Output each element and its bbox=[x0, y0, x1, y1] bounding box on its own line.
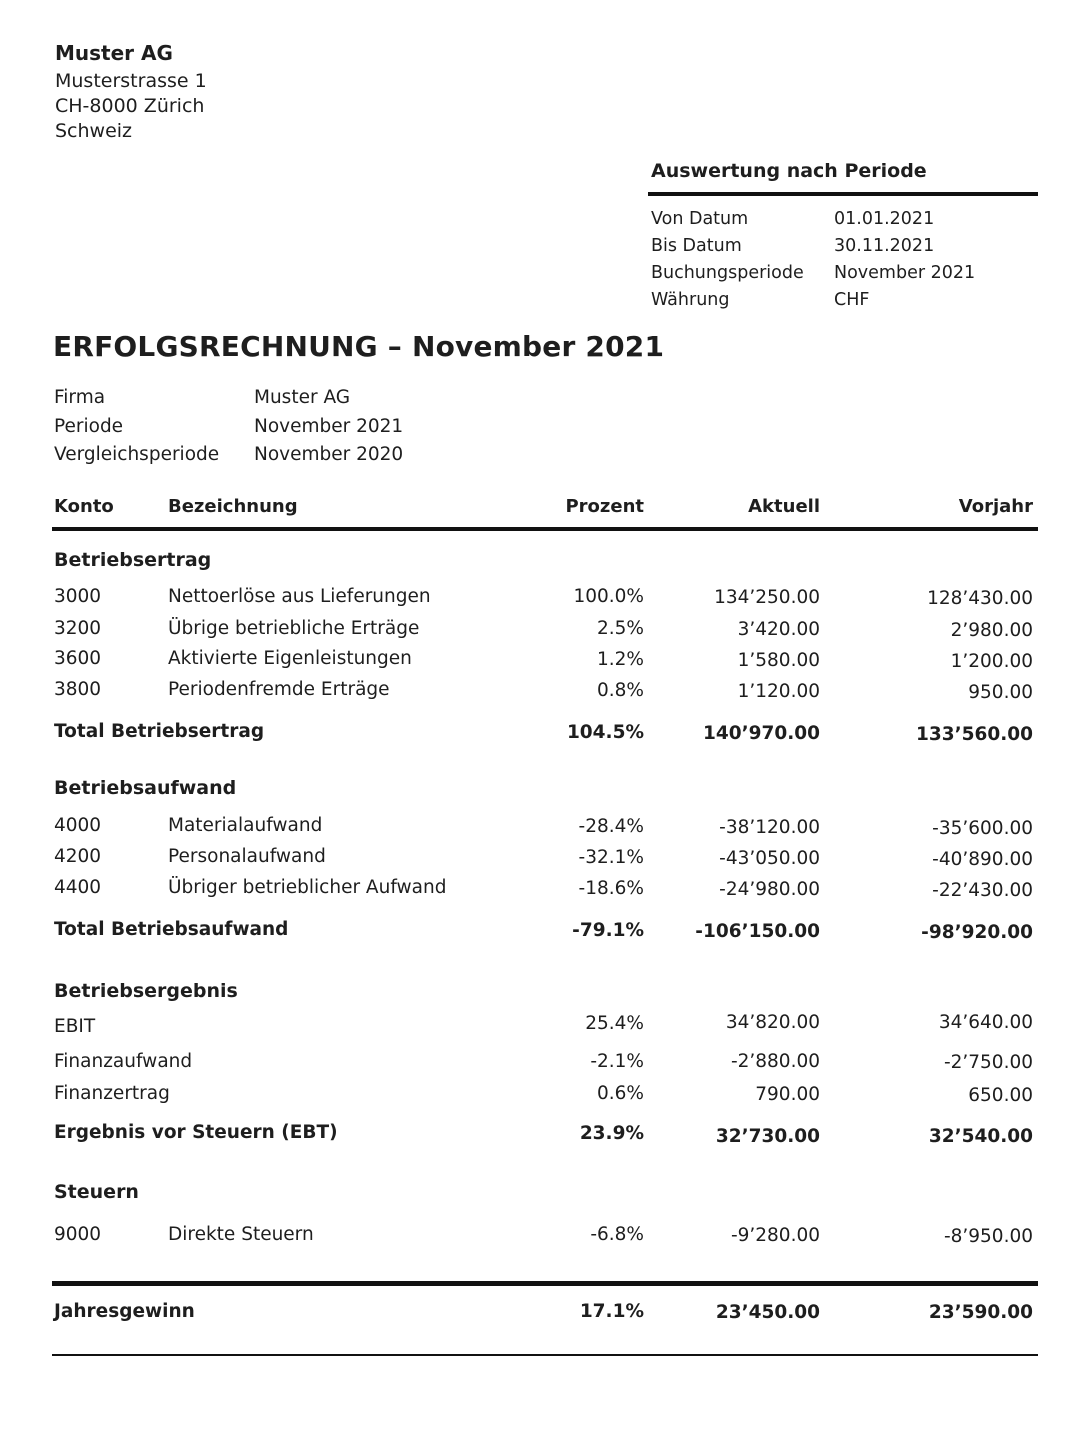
info-box-rule bbox=[648, 192, 1038, 196]
table-cell-vorjahr: 128’430.00 bbox=[927, 588, 1033, 609]
table-cell-vorjahr: 650.00 bbox=[968, 1085, 1033, 1106]
table-cell-prozent: 1.2% bbox=[597, 649, 644, 670]
column-header-aktuell: Aktuell bbox=[748, 496, 820, 517]
table-cell-aktuell: 1’580.00 bbox=[737, 650, 820, 671]
table-cell-prozent: 0.6% bbox=[597, 1083, 644, 1104]
table-cell-vorjahr: 950.00 bbox=[968, 682, 1033, 703]
table-cell-aktuell: 3’420.00 bbox=[737, 619, 820, 640]
info-box-title: Auswertung nach Periode bbox=[651, 160, 927, 182]
total-rule bbox=[52, 1281, 1038, 1286]
table-cell-aktuell: -38’120.00 bbox=[719, 817, 820, 838]
table-cell-vorjahr: -35’600.00 bbox=[932, 818, 1033, 839]
table-cell-aktuell: 1’120.00 bbox=[737, 681, 820, 702]
column-header-konto: Konto bbox=[54, 496, 114, 517]
company-street: Musterstrasse 1 bbox=[55, 70, 207, 92]
total-prozent-ebt: 23.9% bbox=[579, 1123, 644, 1144]
table-cell-bezeichnung: Übriger betrieblicher Aufwand bbox=[168, 877, 447, 898]
info-value-waehrung: CHF bbox=[834, 290, 870, 310]
table-cell-label: Finanzaufwand bbox=[54, 1051, 193, 1072]
jahresgewinn-vorjahr: 23’590.00 bbox=[928, 1302, 1033, 1323]
total-vorjahr-betriebsaufwand: -98’920.00 bbox=[921, 922, 1033, 943]
jahresgewinn-prozent: 17.1% bbox=[579, 1301, 644, 1322]
table-cell-bezeichnung: Nettoerlöse aus Lieferungen bbox=[168, 586, 431, 607]
company-country: Schweiz bbox=[55, 120, 133, 142]
meta-value-vergleichsperiode: November 2020 bbox=[254, 444, 404, 465]
table-cell-konto: 4200 bbox=[54, 846, 102, 867]
info-label-von-datum: Von Datum bbox=[651, 209, 749, 229]
info-label-buchungsperiode: Buchungsperiode bbox=[651, 263, 804, 283]
column-header-prozent: Prozent bbox=[565, 496, 644, 517]
table-cell-vorjahr: -8’950.00 bbox=[943, 1226, 1033, 1247]
meta-value-firma: Muster AG bbox=[254, 387, 351, 408]
table-cell-konto: 9000 bbox=[54, 1224, 102, 1245]
total-vorjahr-betriebsertrag: 133’560.00 bbox=[915, 724, 1033, 745]
table-cell-konto: 3800 bbox=[54, 679, 102, 700]
table-cell-prozent: -2.1% bbox=[590, 1051, 644, 1072]
table-cell-konto: 3600 bbox=[54, 648, 102, 669]
table-cell-aktuell: 134’250.00 bbox=[714, 587, 820, 608]
table-cell-label: EBIT bbox=[54, 1016, 96, 1037]
table-cell-prozent: 100.0% bbox=[573, 586, 644, 607]
section-heading-steuern: Steuern bbox=[54, 1181, 139, 1203]
company-city: CH-8000 Zürich bbox=[55, 95, 205, 117]
info-value-bis-datum: 30.11.2021 bbox=[834, 236, 935, 256]
table-cell-bezeichnung: Übrige betriebliche Erträge bbox=[168, 618, 420, 639]
table-cell-konto: 4000 bbox=[54, 815, 102, 836]
table-cell-prozent: -18.6% bbox=[578, 878, 644, 899]
meta-label-periode: Periode bbox=[54, 416, 124, 437]
table-cell-vorjahr: -22’430.00 bbox=[932, 880, 1033, 901]
total-aktuell-ebt: 32’730.00 bbox=[715, 1126, 820, 1147]
table-cell-konto: 3000 bbox=[54, 586, 102, 607]
meta-value-periode: November 2021 bbox=[254, 416, 404, 437]
header-rule bbox=[52, 527, 1038, 531]
table-cell-vorjahr: 34’640.00 bbox=[938, 1012, 1033, 1033]
table-cell-bezeichnung: Personalaufwand bbox=[168, 846, 326, 867]
table-cell-aktuell: 790.00 bbox=[755, 1084, 820, 1105]
total-label-betriebsaufwand: Total Betriebsaufwand bbox=[54, 919, 289, 940]
table-cell-vorjahr: -2’750.00 bbox=[943, 1052, 1033, 1073]
table-cell-prozent: 25.4% bbox=[585, 1013, 644, 1034]
page-title: ERFOLGSRECHNUNG – November 2021 bbox=[53, 330, 665, 363]
table-cell-aktuell: 34’820.00 bbox=[725, 1012, 820, 1033]
table-cell-bezeichnung: Direkte Steuern bbox=[168, 1224, 314, 1245]
table-cell-konto: 4400 bbox=[54, 877, 102, 898]
column-header-bezeichnung: Bezeichnung bbox=[168, 496, 298, 517]
meta-label-vergleichsperiode: Vergleichsperiode bbox=[54, 444, 220, 465]
company-name: Muster AG bbox=[55, 41, 173, 65]
table-cell-bezeichnung: Periodenfremde Erträge bbox=[168, 679, 390, 700]
total-prozent-betriebsaufwand: -79.1% bbox=[572, 920, 644, 941]
table-cell-bezeichnung: Aktivierte Eigenleistungen bbox=[168, 648, 412, 669]
total-aktuell-betriebsertrag: 140’970.00 bbox=[702, 723, 820, 744]
table-cell-vorjahr: -40’890.00 bbox=[932, 849, 1033, 870]
table-cell-vorjahr: 2’980.00 bbox=[950, 620, 1033, 641]
table-cell-prozent: -6.8% bbox=[590, 1224, 644, 1245]
column-header-vorjahr: Vorjahr bbox=[958, 496, 1033, 517]
table-cell-prozent: -28.4% bbox=[578, 816, 644, 837]
section-heading-betriebsertrag: Betriebsertrag bbox=[54, 549, 212, 571]
section-heading-betriebsaufwand: Betriebsaufwand bbox=[54, 777, 237, 799]
table-cell-vorjahr: 1’200.00 bbox=[950, 651, 1033, 672]
table-cell-label: Finanzertrag bbox=[54, 1083, 170, 1104]
table-cell-bezeichnung: Materialaufwand bbox=[168, 815, 323, 836]
table-cell-prozent: -32.1% bbox=[578, 847, 644, 868]
table-cell-aktuell: -43’050.00 bbox=[719, 848, 820, 869]
bottom-rule bbox=[52, 1354, 1038, 1356]
total-prozent-betriebsertrag: 104.5% bbox=[566, 722, 644, 743]
jahresgewinn-aktuell: 23’450.00 bbox=[715, 1302, 820, 1323]
total-label-betriebsertrag: Total Betriebsertrag bbox=[54, 721, 265, 742]
info-value-buchungsperiode: November 2021 bbox=[834, 263, 976, 283]
info-label-waehrung: Währung bbox=[651, 290, 730, 310]
table-cell-prozent: 2.5% bbox=[597, 618, 644, 639]
table-cell-aktuell: -9’280.00 bbox=[730, 1225, 820, 1246]
meta-label-firma: Firma bbox=[54, 387, 106, 408]
total-vorjahr-ebt: 32’540.00 bbox=[928, 1126, 1033, 1147]
total-label-ebt: Ergebnis vor Steuern (EBT) bbox=[54, 1122, 338, 1143]
table-cell-konto: 3200 bbox=[54, 618, 102, 639]
table-cell-aktuell: -2’880.00 bbox=[730, 1051, 820, 1072]
section-heading-betriebsergebnis: Betriebsergebnis bbox=[54, 980, 238, 1002]
table-cell-aktuell: -24’980.00 bbox=[719, 879, 820, 900]
info-label-bis-datum: Bis Datum bbox=[651, 236, 742, 256]
jahresgewinn-label: Jahresgewinn bbox=[54, 1301, 195, 1322]
info-value-von-datum: 01.01.2021 bbox=[834, 209, 935, 229]
table-cell-prozent: 0.8% bbox=[597, 680, 644, 701]
total-aktuell-betriebsaufwand: -106’150.00 bbox=[695, 921, 820, 942]
